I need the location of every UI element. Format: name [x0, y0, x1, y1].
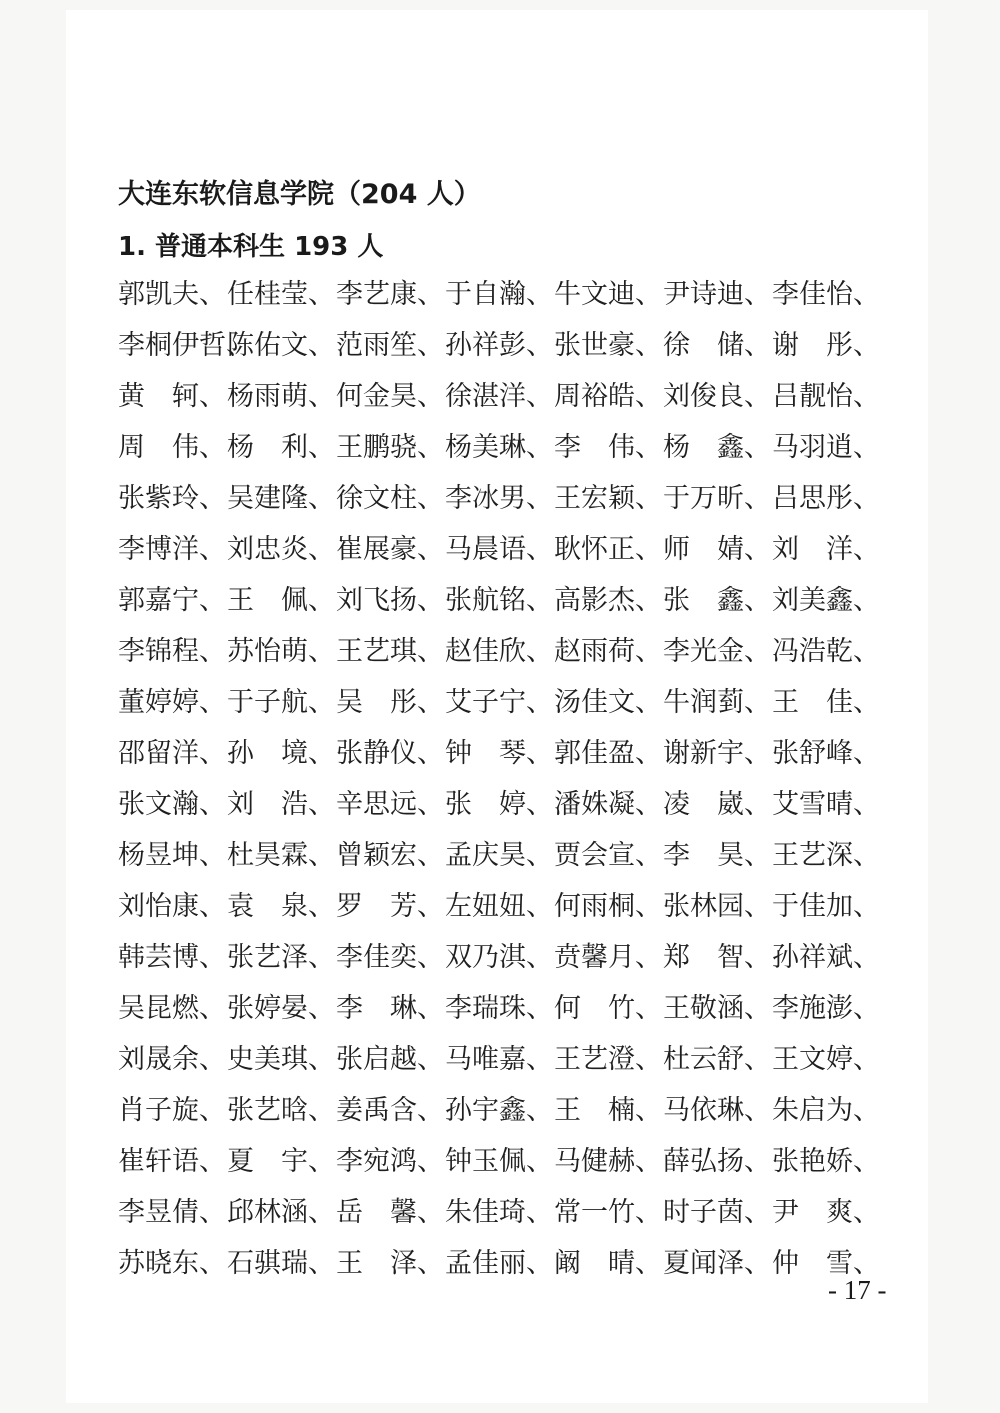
name-entry: 李光金、 [663, 636, 771, 667]
name-entry: 何 竹、 [554, 993, 662, 1024]
name-entry: 阚 晴、 [554, 1248, 662, 1279]
name-entry: 高影杰、 [554, 585, 662, 616]
name-entry: 何金昊、 [336, 381, 444, 412]
name-entry: 杨美琳、 [445, 432, 553, 463]
name-entry: 张艳娇、 [772, 1146, 880, 1177]
name-entry: 崔轩语、 [118, 1146, 226, 1177]
name-row [118, 1142, 881, 1193]
name-entry: 孟佳丽、 [445, 1248, 553, 1279]
name-entry: 艾子宁、 [445, 687, 553, 718]
name-entry: 曾颖宏、 [336, 840, 444, 871]
name-row [118, 479, 881, 530]
name-entry: 双乃淇、 [445, 942, 553, 973]
name-entry: 王 佩、 [227, 585, 335, 616]
name-entry: 李佳怡、 [772, 279, 880, 310]
name-entry: 夏 宇、 [227, 1146, 335, 1177]
name-entry: 张航铭、 [445, 585, 553, 616]
name-entry: 尹诗迪、 [663, 279, 771, 310]
name-entry: 贾会宣、 [554, 840, 662, 871]
name-entry: 李锦程、 [118, 636, 226, 667]
name-entry: 李施澎、 [772, 993, 880, 1024]
name-entry: 杜云舒、 [663, 1044, 771, 1075]
name-row [118, 632, 881, 683]
name-entry: 刘忠炎、 [227, 534, 335, 565]
name-entry: 苏怡萌、 [227, 636, 335, 667]
name-entry: 苏晓东、 [118, 1248, 226, 1279]
name-row [118, 836, 881, 887]
name-entry: 陈佑文、 [227, 330, 335, 361]
name-entry: 张艺晗、 [227, 1095, 335, 1126]
name-entry: 张静仪、 [336, 738, 444, 769]
name-entry: 吕思彤、 [772, 483, 880, 514]
name-entry: 任桂莹、 [227, 279, 335, 310]
name-entry: 马健赫、 [554, 1146, 662, 1177]
name-entry: 刘 洋、 [772, 534, 880, 565]
name-entry: 邱林涵、 [227, 1197, 335, 1228]
name-entry: 张文瀚、 [118, 789, 226, 820]
name-entry: 李 伟、 [554, 432, 662, 463]
name-entry: 吴建隆、 [227, 483, 335, 514]
name-entry: 史美琪、 [227, 1044, 335, 1075]
name-row [118, 1193, 881, 1244]
name-entry: 张 鑫、 [663, 585, 771, 616]
name-entry: 时子茵、 [663, 1197, 771, 1228]
name-entry: 郭嘉宁、 [118, 585, 226, 616]
name-entry: 张 婷、 [445, 789, 553, 820]
name-entry: 张启越、 [336, 1044, 444, 1075]
name-entry: 吴昆燃、 [118, 993, 226, 1024]
name-entry: 尹 爽、 [772, 1197, 880, 1228]
name-entry: 于自瀚、 [445, 279, 553, 310]
name-row [118, 683, 881, 734]
name-entry: 崔展豪、 [336, 534, 444, 565]
name-entry: 张林园、 [663, 891, 771, 922]
name-entry: 左妞妞、 [445, 891, 553, 922]
name-entry: 艾雪晴、 [772, 789, 880, 820]
name-entry: 王鹏骁、 [336, 432, 444, 463]
name-row [118, 1091, 881, 1142]
name-entry: 杨 利、 [227, 432, 335, 463]
name-row [118, 734, 881, 785]
name-entry: 钟玉佩、 [445, 1146, 553, 1177]
name-row [118, 1244, 881, 1295]
name-entry: 张世豪、 [554, 330, 662, 361]
name-entry: 王文婷、 [772, 1044, 880, 1075]
name-entry: 孙宇鑫、 [445, 1095, 553, 1126]
name-row [118, 989, 881, 1040]
name-row [118, 1040, 881, 1091]
name-entry: 牛文迪、 [554, 279, 662, 310]
name-entry: 董婷婷、 [118, 687, 226, 718]
name-entry: 韩芸博、 [118, 942, 226, 973]
name-entry: 杜昊霖、 [227, 840, 335, 871]
name-entry: 肖子旋、 [118, 1095, 226, 1126]
name-entry: 王 佳、 [772, 687, 880, 718]
name-entry: 于子航、 [227, 687, 335, 718]
name-row [118, 275, 881, 326]
name-entry: 潘姝凝、 [554, 789, 662, 820]
name-entry: 常一竹、 [554, 1197, 662, 1228]
name-entry: 王宏颖、 [554, 483, 662, 514]
name-entry: 孙祥斌、 [772, 942, 880, 973]
name-entry: 辛思远、 [336, 789, 444, 820]
name-entry: 范雨笙、 [336, 330, 444, 361]
name-row [118, 326, 881, 377]
name-entry: 李博洋、 [118, 534, 226, 565]
name-entry: 王艺深、 [772, 840, 880, 871]
name-entry: 孙 境、 [227, 738, 335, 769]
name-entry: 徐湛洋、 [445, 381, 553, 412]
name-entry: 赵雨荷、 [554, 636, 662, 667]
name-row [118, 785, 881, 836]
name-entry: 王艺琪、 [336, 636, 444, 667]
subsection-title: 1. 普通本科生 193 人 [118, 232, 384, 262]
name-entry: 石骐瑞、 [227, 1248, 335, 1279]
name-entry: 张婷晏、 [227, 993, 335, 1024]
name-entry: 李 昊、 [663, 840, 771, 871]
name-entry: 黄 轲、 [118, 381, 226, 412]
name-entry: 贲馨月、 [554, 942, 662, 973]
name-entry: 牛润菿、 [663, 687, 771, 718]
name-entry: 薛弘扬、 [663, 1146, 771, 1177]
name-entry: 夏闻泽、 [663, 1248, 771, 1279]
name-entry: 张艺泽、 [227, 942, 335, 973]
page-number: - 17 - [828, 1275, 887, 1305]
name-entry: 朱启为、 [772, 1095, 880, 1126]
name-entry: 孙祥彭、 [445, 330, 553, 361]
name-entry: 郭凯夫、 [118, 279, 226, 310]
name-entry: 吴 彤、 [336, 687, 444, 718]
name-entry: 汤佳文、 [554, 687, 662, 718]
name-entry: 李艺康、 [336, 279, 444, 310]
name-entry: 朱佳琦、 [445, 1197, 553, 1228]
name-entry: 徐 储、 [663, 330, 771, 361]
name-entry: 刘怡康、 [118, 891, 226, 922]
name-entry: 周裕皓、 [554, 381, 662, 412]
name-entry: 吕靓怡、 [772, 381, 880, 412]
name-entry: 孟庆昊、 [445, 840, 553, 871]
name-entry: 张舒峰、 [772, 738, 880, 769]
name-row [118, 581, 881, 632]
name-entry: 李桐伊哲、 [118, 330, 253, 361]
name-entry: 刘美鑫、 [772, 585, 880, 616]
name-entry: 钟 琴、 [445, 738, 553, 769]
name-row [118, 377, 881, 428]
name-entry: 凌 崴、 [663, 789, 771, 820]
name-entry: 刘俊良、 [663, 381, 771, 412]
name-entry: 耿怀正、 [554, 534, 662, 565]
name-entry: 何雨桐、 [554, 891, 662, 922]
name-row [118, 428, 881, 479]
name-entry: 谢新宇、 [663, 738, 771, 769]
name-entry: 郑 智、 [663, 942, 771, 973]
name-entry: 马依琳、 [663, 1095, 771, 1126]
name-entry: 李宛鸿、 [336, 1146, 444, 1177]
name-entry: 仲 雪、 [772, 1248, 880, 1279]
name-entry: 冯浩乾、 [772, 636, 880, 667]
name-entry: 邵留洋、 [118, 738, 226, 769]
name-entry: 杨昱坤、 [118, 840, 226, 871]
name-entry: 刘飞扬、 [336, 585, 444, 616]
name-entry: 王 泽、 [336, 1248, 444, 1279]
name-entry: 谢 彤、 [772, 330, 880, 361]
name-entry: 李佳奕、 [336, 942, 444, 973]
name-entry: 马晨语、 [445, 534, 553, 565]
name-list [118, 275, 881, 1295]
name-entry: 刘 浩、 [227, 789, 335, 820]
name-entry: 于佳加、 [772, 891, 880, 922]
name-row [118, 938, 881, 989]
name-entry: 郭佳盈、 [554, 738, 662, 769]
name-entry: 刘晟余、 [118, 1044, 226, 1075]
section-title: 大连东软信息学院（204 人） [118, 179, 481, 210]
name-entry: 周 伟、 [118, 432, 226, 463]
name-entry: 李冰男、 [445, 483, 553, 514]
name-entry: 岳 馨、 [336, 1197, 444, 1228]
name-row [118, 887, 881, 938]
name-entry: 王 楠、 [554, 1095, 662, 1126]
name-entry: 王艺澄、 [554, 1044, 662, 1075]
name-entry: 李昱倩、 [118, 1197, 226, 1228]
name-entry: 张紫玲、 [118, 483, 226, 514]
name-entry: 徐文柱、 [336, 483, 444, 514]
name-entry: 赵佳欣、 [445, 636, 553, 667]
name-entry: 马羽逍、 [772, 432, 880, 463]
name-entry: 王敬涵、 [663, 993, 771, 1024]
name-entry: 李瑞珠、 [445, 993, 553, 1024]
name-entry: 于万昕、 [663, 483, 771, 514]
name-entry: 李 琳、 [336, 993, 444, 1024]
name-row [118, 530, 881, 581]
name-entry: 杨 鑫、 [663, 432, 771, 463]
name-entry: 马唯嘉、 [445, 1044, 553, 1075]
name-entry: 袁 泉、 [227, 891, 335, 922]
name-entry: 师 婧、 [663, 534, 771, 565]
name-entry: 杨雨萌、 [227, 381, 335, 412]
name-entry: 罗 芳、 [336, 891, 444, 922]
name-entry: 姜禹含、 [336, 1095, 444, 1126]
